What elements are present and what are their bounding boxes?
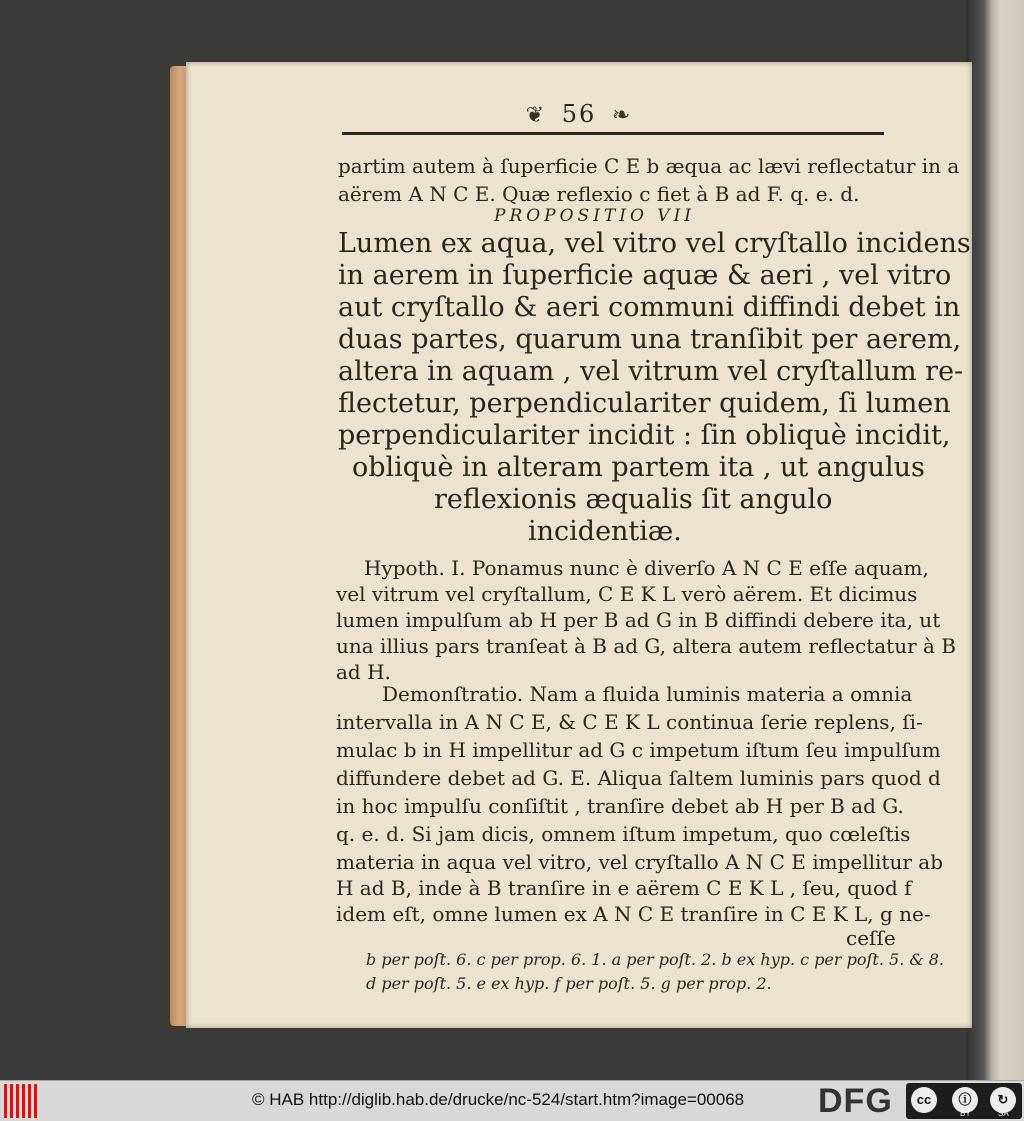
demonstration-line: H ad B, inde à B tranſire in e aërem C E K L , ſeu, quod f xyxy=(336,876,912,900)
demonstration-line: mulac b in H impellitur ad G c impetum iſtum ſeu impulſum xyxy=(336,738,941,762)
ornament-left-icon: ❦ xyxy=(525,103,547,128)
proposition-line: altera in aquam , vel vitrum vel cryſtallum re- xyxy=(338,356,964,387)
cc-sa-label: SA xyxy=(998,1109,1009,1118)
footnote-line: b per poſt. 6. c per prop. 6. 1. a per poſt. 2. b ex hyp. c per poſt. 5. & 8. xyxy=(366,950,944,969)
catchword: ceſſe xyxy=(846,926,896,950)
hypothesis-line: Hypoth. I. Ponamus nunc è diverſo A N C E eſſe aquam, xyxy=(364,556,929,580)
barcode-icon xyxy=(4,1084,40,1118)
demonstration-line: materia in aqua vel vitro, vel cryſtallo A N C E impellitur ab xyxy=(336,850,943,874)
text-line: partim autem à ſuperficie C E b æqua ac lævi reflectatur in a xyxy=(338,154,960,178)
hypothesis-line: ad H. xyxy=(336,660,391,684)
page-header xyxy=(186,100,972,128)
demonstration-line: q. e. d. Si jam dicis, omnem iſtum impetum, quo cœleſtis xyxy=(336,822,911,846)
book-page xyxy=(186,62,972,1028)
cc-icon: cc xyxy=(911,1087,937,1113)
text-line: aërem A N C E. Quæ reflexio c fiet à B ad F. q. e. d. xyxy=(338,182,860,206)
demonstration-line: idem eſt, omne lumen ex A N C E tranſire in C E K L, g ne- xyxy=(336,902,931,926)
proposition-line: duas partes, quarum una tranſibit per aerem, xyxy=(338,324,962,355)
copyright-link[interactable]: © HAB http://diglib.hab.de/drucke/nc-524/start.htm?image=00068 xyxy=(252,1090,745,1109)
footnote-line: d per poſt. 5. e ex hyp. f per poſt. 5. g per prop. 2. xyxy=(366,974,772,993)
neighbor-page-edge xyxy=(966,0,1024,1080)
demonstration-line: in hoc impulſu conſiſtit , tranſire debet ab H per B ad G. xyxy=(336,794,904,818)
share-alike-icon: ↻ xyxy=(990,1087,1016,1113)
proposition-line: Lumen ex aqua, vel vitro vel cryſtallo incidens xyxy=(338,228,971,259)
ornament-right-icon: ❧ xyxy=(611,103,633,128)
dfg-logo: DFG xyxy=(818,1082,893,1120)
proposition-line: flectetur, perpendiculariter quidem, ſi lumen xyxy=(338,388,951,419)
demonstration-line: Demonſtratio. Nam a fluida luminis materia a omnia xyxy=(382,682,913,706)
proposition-line: perpendiculariter incidit : ſin obliquè incidit, xyxy=(338,420,951,451)
cc-license-badge[interactable] xyxy=(906,1083,1022,1119)
proposition-line: incidentiæ. xyxy=(528,516,682,547)
proposition-line: reflexionis æqualis ſit angulo xyxy=(434,484,833,515)
viewer-footer-bar xyxy=(0,1080,1024,1121)
cc-by-label: BY xyxy=(960,1109,971,1118)
page-number: 56 xyxy=(561,100,597,128)
demonstration-line: diffundere debet ad G. E. Aliqua ſaltem luminis pars quod d xyxy=(336,766,941,790)
proposition-line: obliquè in alteram partem ita , ut angulus xyxy=(352,452,925,483)
proposition-title: PROPOSITIO VII xyxy=(494,206,696,226)
demonstration-line: intervalla in A N C E, & C E K L continua ſerie replens, ſi- xyxy=(336,710,923,734)
hypothesis-line: lumen impulſum ab H per B ad G in B diffindi debere ita, ut xyxy=(336,608,941,632)
hypothesis-line: una illius pars tranſeat à B ad G, altera autem reflectatur à B xyxy=(336,634,956,658)
proposition-line: in aerem in ſuperficie aquæ & aeri , vel vitro xyxy=(338,260,952,291)
proposition-line: aut cryſtallo & aeri communi diffindi debet in xyxy=(338,292,961,323)
header-rule xyxy=(342,132,884,135)
attribution-icon: ⓘ xyxy=(952,1087,978,1113)
hypothesis-line: vel vitrum vel cryſtallum, C E K L verò aërem. Et dicimus xyxy=(336,582,918,606)
